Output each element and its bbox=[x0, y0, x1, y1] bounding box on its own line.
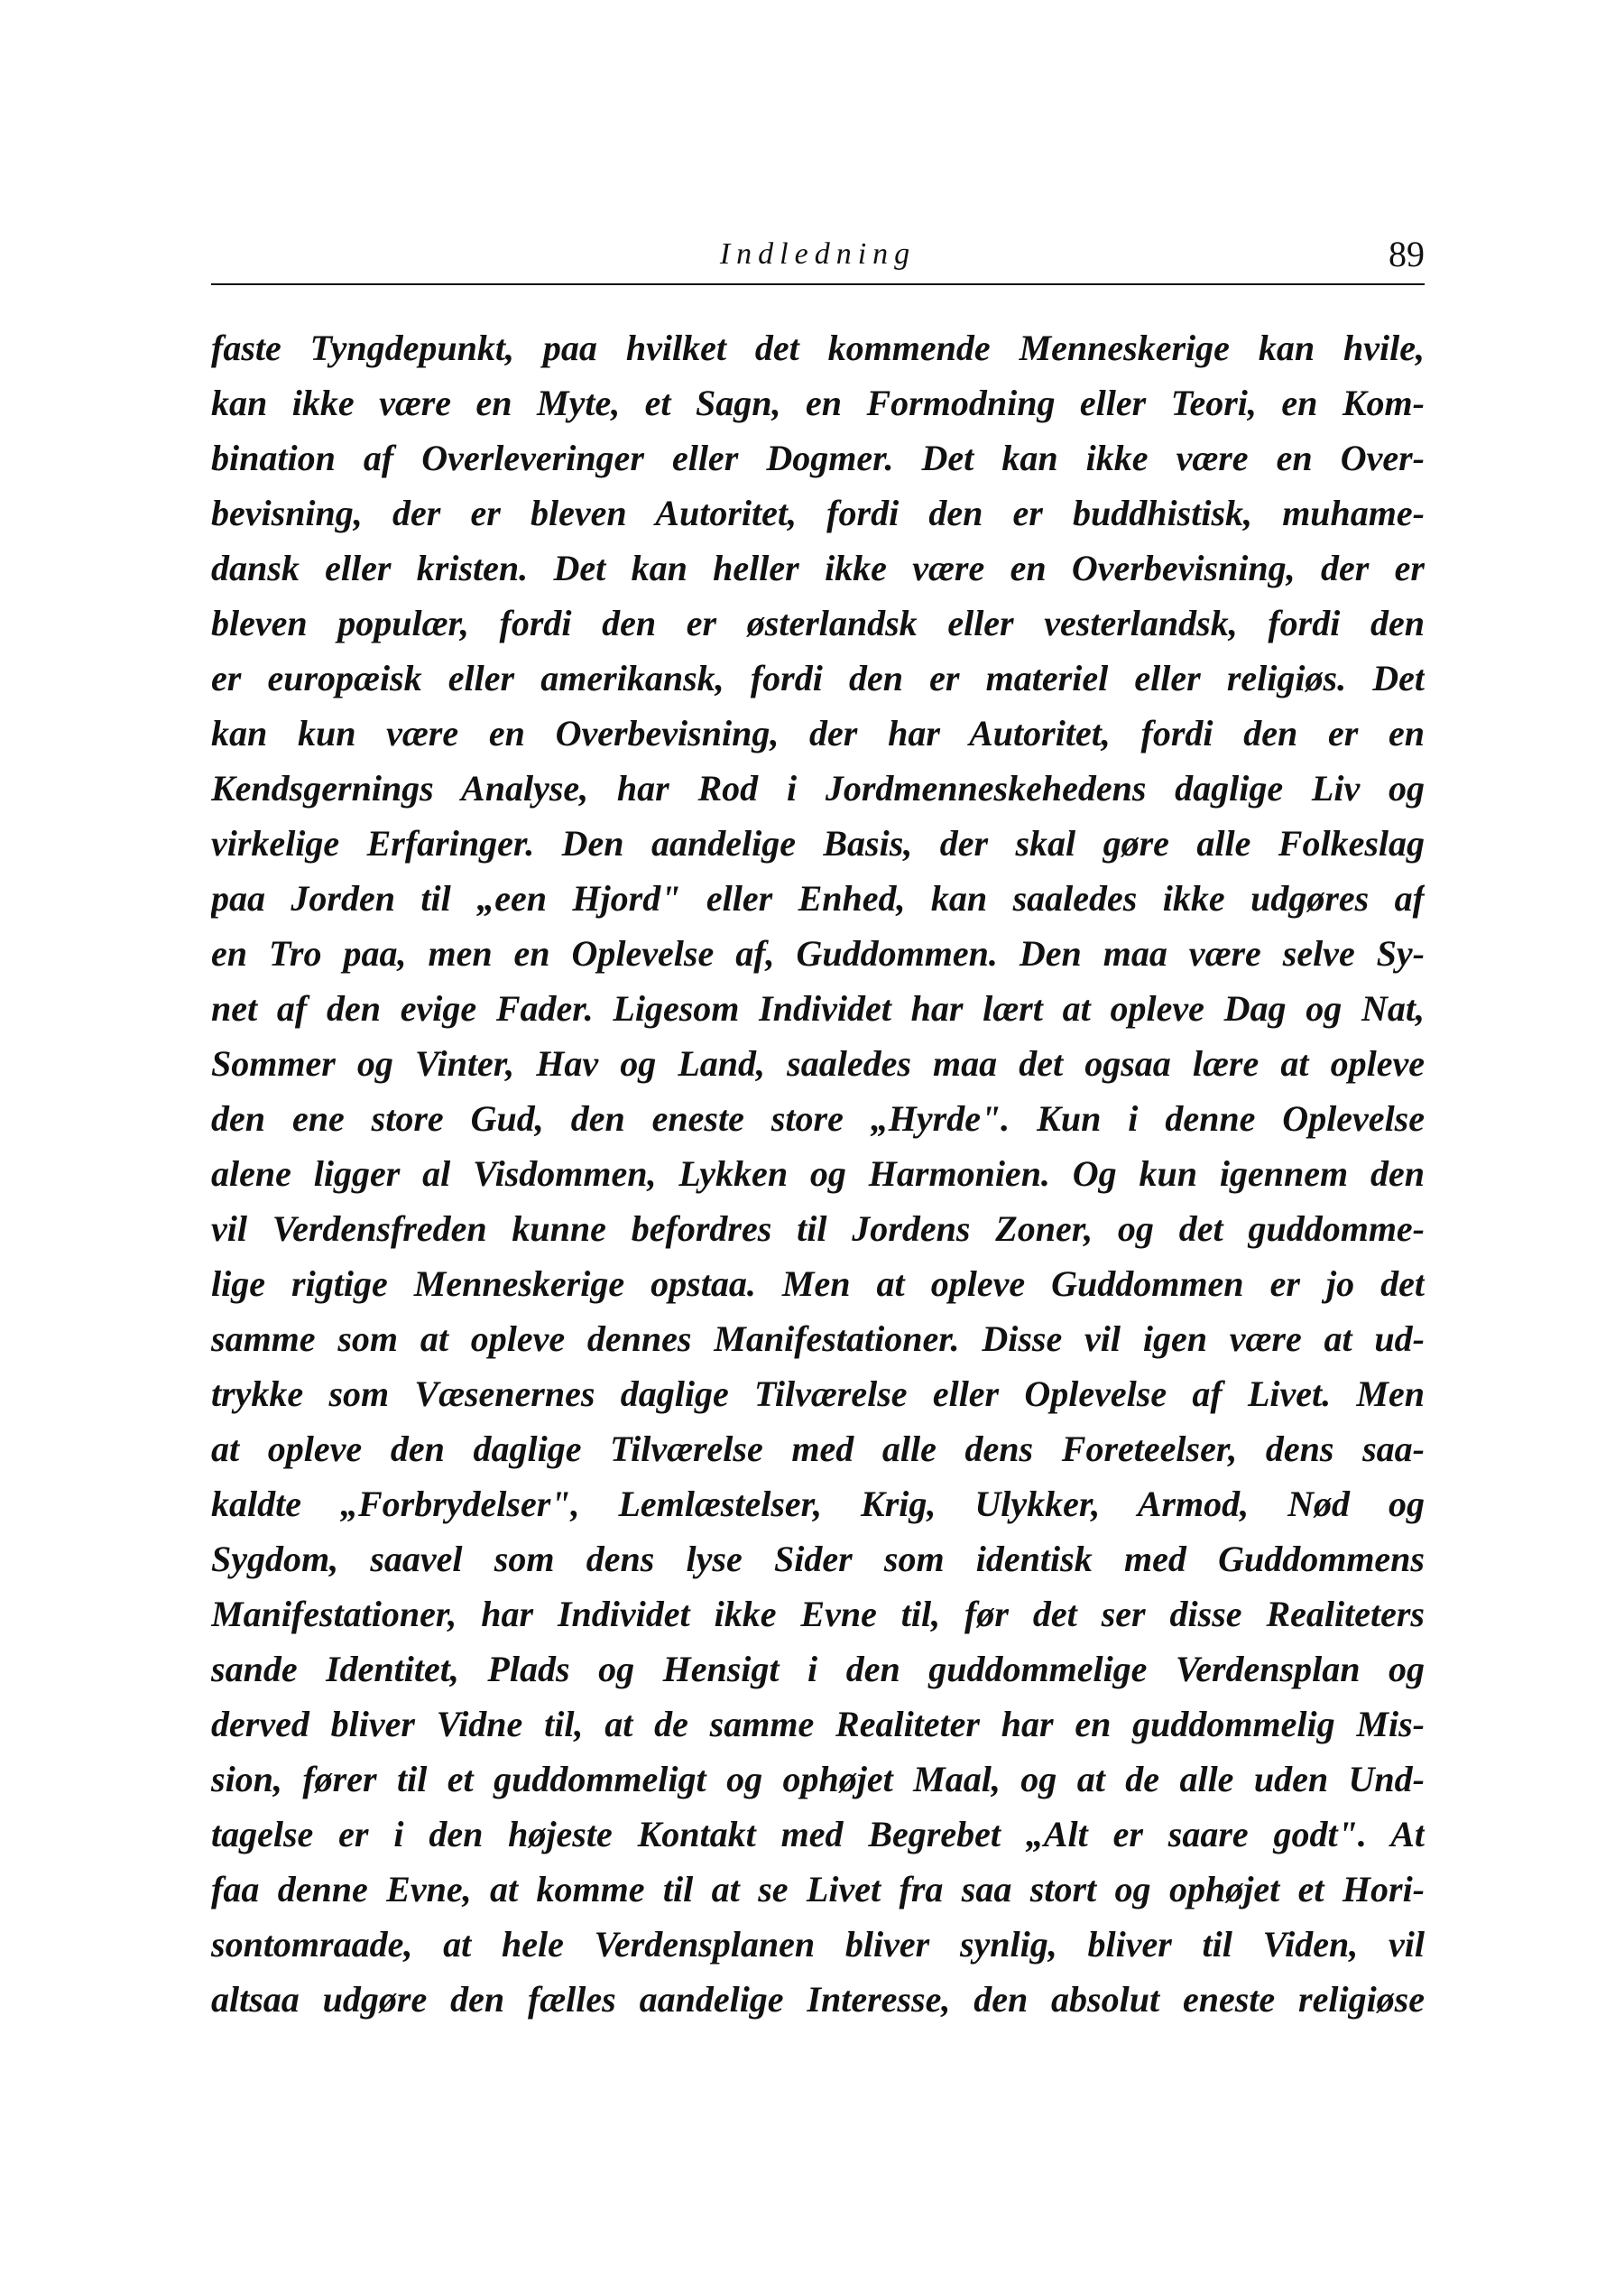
body-text bbox=[211, 320, 1425, 2027]
text-line: er europæisk eller amerikansk, fordi den er materiel eller religiøs. Det bbox=[211, 658, 1425, 698]
text-line: lige rigtige Menneskerige opstaa. Men at opleve Guddommen er jo det bbox=[211, 1263, 1425, 1304]
text-line: dansk eller kristen. Det kan heller ikke være en Overbevisning, der er bbox=[211, 548, 1425, 588]
text-line: trykke som Væsenernes daglige Tilværelse eller Oplevelse af Livet. Men bbox=[211, 1373, 1425, 1414]
text-line: faste Tyngdepunkt, paa hvilket det kommende Menneskerige kan hvile, bbox=[211, 328, 1425, 368]
text-line: paa Jorden til „een Hjord" eller Enhed, kan saaledes ikke udgøres af bbox=[211, 878, 1425, 919]
text-line: sion, fører til et guddommeligt og ophøjet Maal, og at de alle uden Und- bbox=[211, 1759, 1425, 1799]
page-header bbox=[211, 227, 1425, 282]
text-line: den ene store Gud, den eneste store „Hyrde". Kun i denne Oplevelse bbox=[211, 1098, 1425, 1139]
text-line: alene ligger al Visdommen, Lykken og Harmonien. Og kun igennem den bbox=[211, 1153, 1425, 1194]
text-line: bevisning, der er bleven Autoritet, fordi den er buddhistisk, muhame- bbox=[211, 493, 1425, 533]
text-line: net af den evige Fader. Ligesom Individet har lært at opleve Dag og Nat, bbox=[211, 988, 1425, 1029]
text-line: kaldte „Forbrydelser", Lemlæstelser, Krig, Ulykker, Armod, Nød og bbox=[211, 1484, 1425, 1524]
text-line: bleven populær, fordi den er østerlandsk eller vesterlandsk, fordi den bbox=[211, 603, 1425, 643]
text-line: at opleve den daglige Tilværelse med alle dens Foreteelser, dens saa- bbox=[211, 1429, 1425, 1469]
text-line: faa denne Evne, at komme til at se Livet fra saa stort og ophøjet et Hori- bbox=[211, 1869, 1425, 1909]
text-line: kan ikke være en Myte, et Sagn, en Formodning eller Teori, en Kom- bbox=[211, 383, 1425, 423]
running-title: Indledning bbox=[719, 237, 917, 271]
text-line: Kendsgernings Analyse, har Rod i Jordmenneskehedens daglige Liv og bbox=[211, 768, 1425, 809]
text-line: tagelse er i den højeste Kontakt med Begrebet „Alt er saare godt". At bbox=[211, 1814, 1425, 1854]
text-line: derved bliver Vidne til, at de samme Realiteter har en guddommelig Mis- bbox=[211, 1704, 1425, 1744]
text-line: Sommer og Vinter, Hav og Land, saaledes maa det ogsaa lære at opleve bbox=[211, 1043, 1425, 1084]
text-line: Sygdom, saavel som dens lyse Sider som identisk med Guddommens bbox=[211, 1539, 1425, 1579]
text-line: samme som at opleve dennes Manifestationer. Disse vil igen være at ud- bbox=[211, 1318, 1425, 1359]
text-line: virkelige Erfaringer. Den aandelige Basis, der skal gøre alle Folkeslag bbox=[211, 823, 1425, 864]
text-line: kan kun være en Overbevisning, der har Autoritet, fordi den er en bbox=[211, 713, 1425, 754]
header-rule bbox=[211, 283, 1425, 285]
text-line: sontomraade, at hele Verdensplanen bliver synlig, bliver til Viden, vil bbox=[211, 1924, 1425, 1965]
page-number: 89 bbox=[1389, 234, 1425, 274]
text-line: Manifestationer, har Individet ikke Evne til, før det ser disse Realiteters bbox=[211, 1594, 1425, 1634]
text-line: altsaa udgøre den fælles aandelige Interesse, den absolut eneste religiøse bbox=[211, 1979, 1425, 2020]
text-line: vil Verdensfreden kunne befordres til Jordens Zoner, og det guddomme- bbox=[211, 1208, 1425, 1249]
text-line: sande Identitet, Plads og Hensigt i den guddommelige Verdensplan og bbox=[211, 1649, 1425, 1689]
text-line: en Tro paa, men en Oplevelse af, Guddommen. Den maa være selve Sy- bbox=[211, 933, 1425, 974]
text-line: bination af Overleveringer eller Dogmer. Det kan ikke være en Over- bbox=[211, 438, 1425, 478]
